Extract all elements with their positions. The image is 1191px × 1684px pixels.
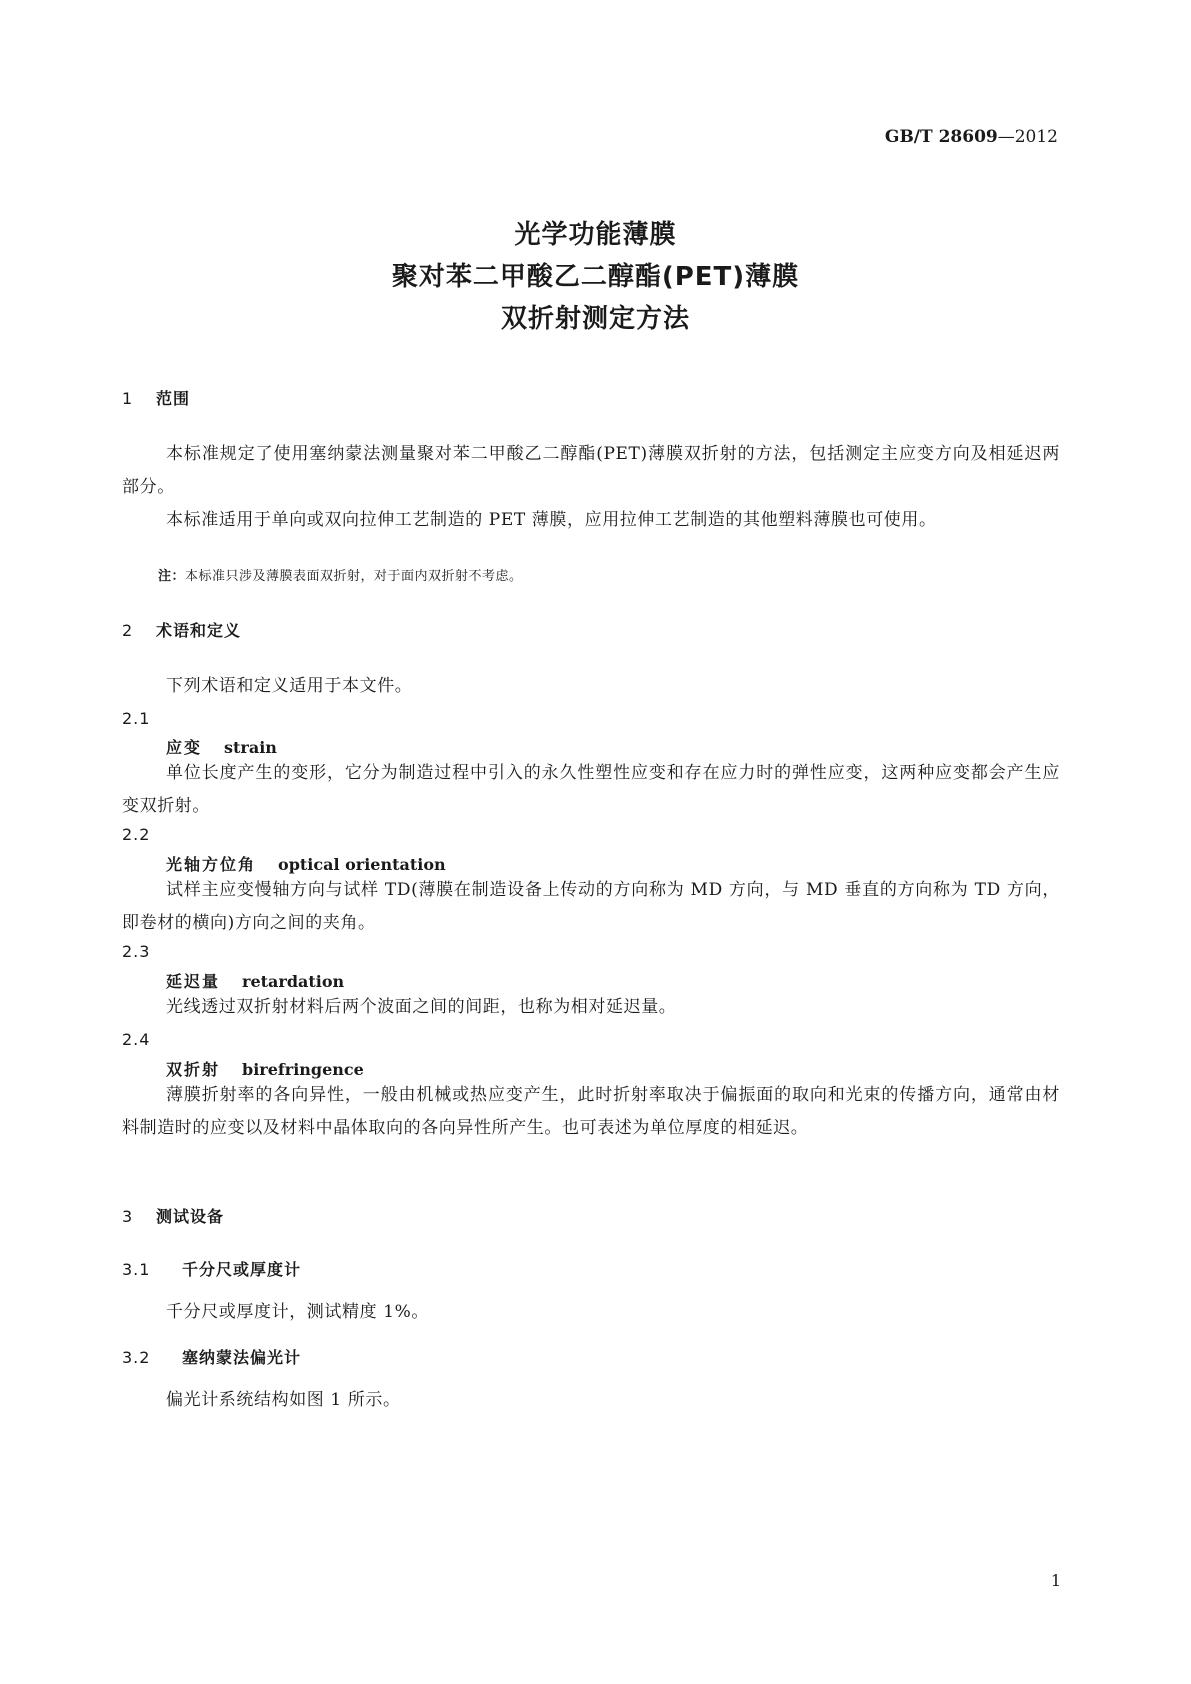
section-1-paragraph-1: 本标准规定了使用塞纳蒙法测量聚对苯二甲酸乙二醇酯(PET)薄膜双折射的方法，包括测定主应变方向及相延迟两部分。 (122, 444, 1060, 497)
term-2-1-definition: 单位长度产生的变形，它分为制造过程中引入的永久性塑性应变和存在应力时的弹性应变，这两种应变都会产生应变双折射。 (122, 763, 1060, 816)
term-2-3-number: 2.3 (122, 942, 151, 961)
term-2-4-heading (166, 1057, 364, 1080)
term-2-3-heading (166, 969, 344, 992)
term-2-4-definition: 薄膜折射率的各向异性，一般由机械或热应变产生，此时折射率取决于偏振面的取向和光束的传播方向，通常由材料制造时的应变以及材料中晶体取向的各向异性所产生。也可表述为单位厚度的相延迟。 (122, 1085, 1060, 1138)
title-line-3: 双折射测定方法 (500, 304, 690, 334)
term-2-2-definition: 试样主应变慢轴方向与试样 TD(薄膜在制造设备上传动的方向称为 MD 方向，与 MD 垂直的方向称为 TD 方向，即卷材的横向)方向之间的夹角。 (122, 880, 1060, 933)
section-3-number: 3 (122, 1207, 134, 1226)
section-3-2-heading (122, 1345, 301, 1368)
section-3-1-title: 千分尺或厚度计 (182, 1260, 302, 1279)
standard-year: —2012 (997, 127, 1058, 147)
section-2-intro: 下列术语和定义适用于本文件。 (166, 676, 413, 696)
section-3-1-heading (122, 1257, 301, 1280)
section-1-title: 范围 (156, 389, 191, 408)
section-2-title: 术语和定义 (156, 621, 242, 640)
term-2-4-number: 2.4 (122, 1030, 151, 1049)
title-line-2: 聚对苯二甲酸乙二醇酯(PET)薄膜 (391, 262, 800, 292)
section-3-2-number: 3.2 (122, 1348, 151, 1367)
term-2-1-en: strain (224, 738, 277, 757)
section-1-paragraph-2: 本标准适用于单向或双向拉伸工艺制造的 PET 薄膜，应用拉伸工艺制造的其他塑料薄膜也可使用。 (166, 510, 937, 530)
section-3-2-text: 偏光计系统结构如图 1 所示。 (166, 1390, 401, 1410)
term-2-1-number: 2.1 (122, 709, 151, 728)
term-2-4-en: birefringence (242, 1060, 364, 1079)
section-1-heading (122, 386, 190, 409)
section-2-number: 2 (122, 621, 134, 640)
section-3-1-number: 3.1 (122, 1260, 151, 1279)
note-label: 注： (158, 569, 186, 584)
section-3-1-text: 千分尺或厚度计，测试精度 1%。 (166, 1302, 429, 1322)
section-3-heading (122, 1204, 224, 1227)
section-3-title: 测试设备 (156, 1207, 225, 1226)
standard-code (885, 127, 1058, 147)
term-2-2-zh: 光轴方位角 (166, 855, 257, 874)
term-2-4-zh: 双折射 (166, 1060, 221, 1079)
term-2-2-number: 2.2 (122, 825, 151, 844)
term-2-2-en: optical orientation (278, 855, 446, 874)
section-1-number: 1 (122, 389, 134, 408)
term-2-3-definition: 光线透过双折射材料后两个波面之间的间距，也称为相对延迟量。 (166, 997, 677, 1017)
title-line-1: 光学功能薄膜 (514, 220, 677, 250)
term-2-2-heading (166, 852, 446, 875)
section-3-2-title: 塞纳蒙法偏光计 (182, 1348, 302, 1367)
section-1-note (158, 565, 523, 584)
term-2-3-en: retardation (242, 972, 345, 991)
page-number: 1 (1050, 1571, 1061, 1590)
section-2-heading (122, 618, 241, 641)
term-2-1-heading (166, 735, 277, 758)
term-2-3-zh: 延迟量 (166, 972, 221, 991)
term-2-1-zh: 应变 (166, 738, 203, 757)
note-text: 本标准只涉及薄膜表面双折射，对于面内双折射不考虑。 (185, 569, 523, 584)
standard-number: GB/T 28609 (884, 127, 998, 147)
